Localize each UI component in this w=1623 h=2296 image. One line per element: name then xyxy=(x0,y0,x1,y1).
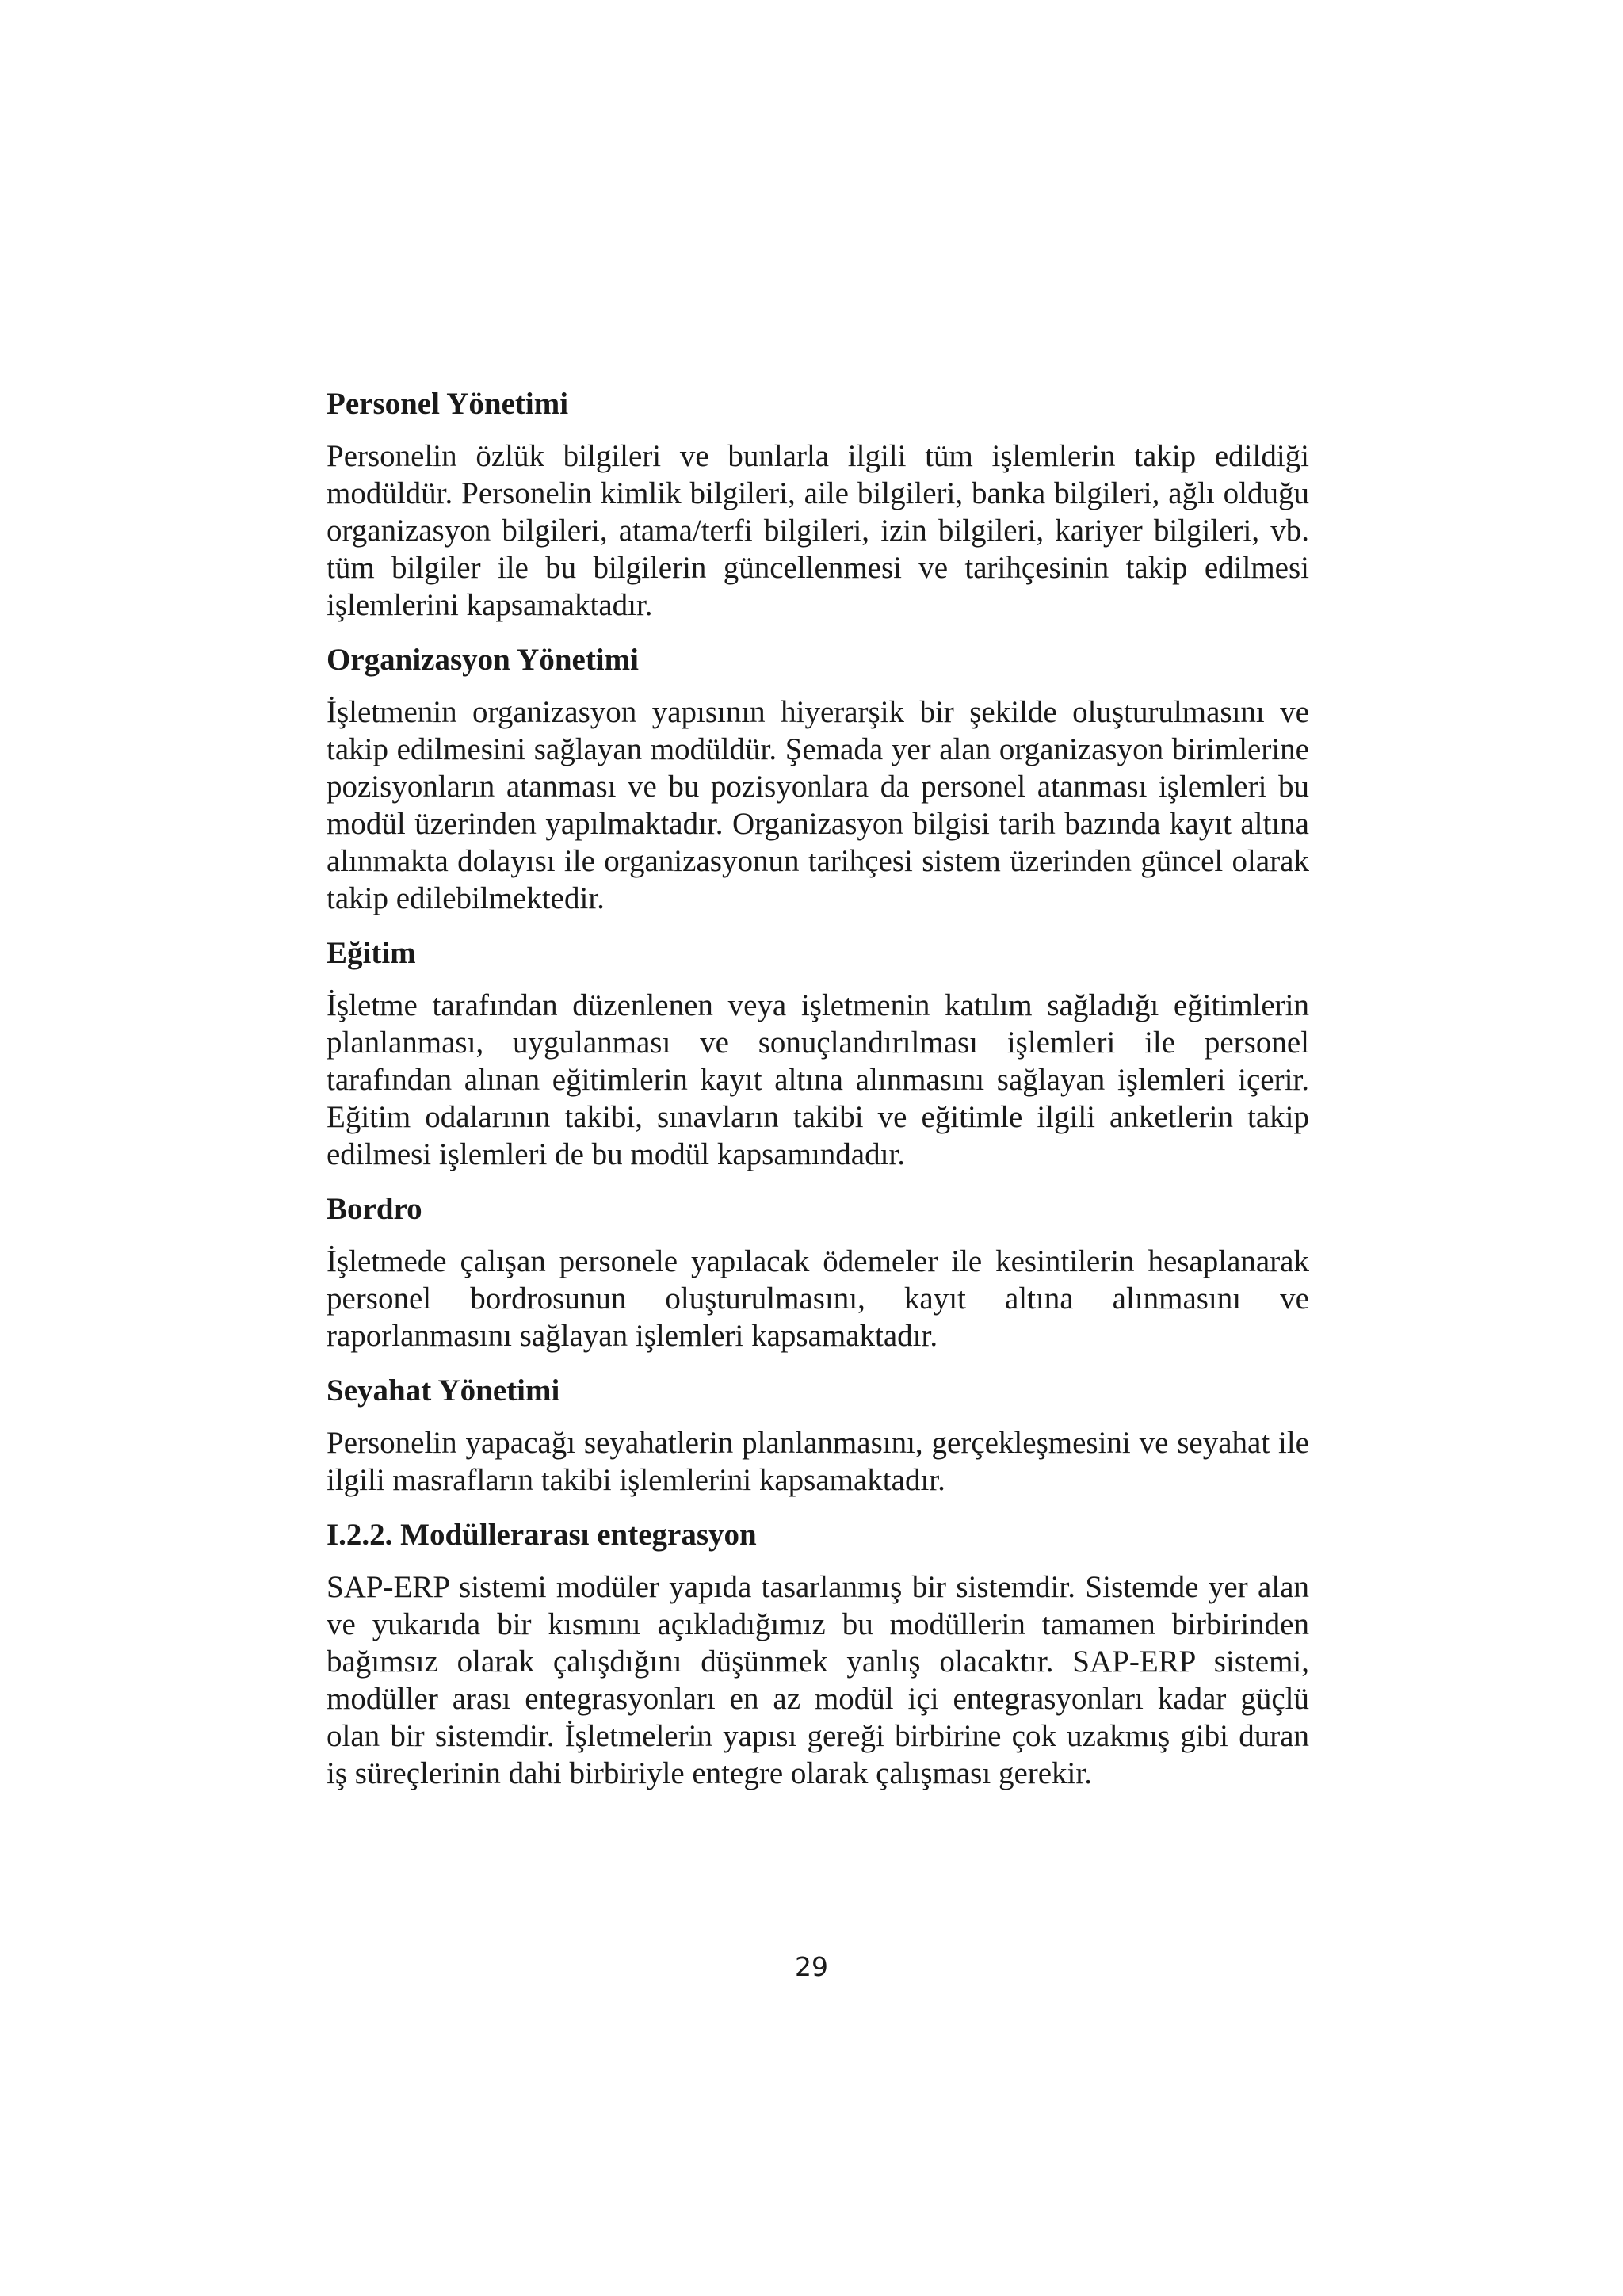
section-heading-personel-yonetimi: Personel Yönetimi xyxy=(327,387,569,421)
section-heading-egitim: Eğitim xyxy=(327,936,416,970)
section-body-egitim: İşletme tarafından düzenlenen veya işletmenin katılım sağladığı eğitimlerin planlanması, uygulanması ve sonuçlandırılması işlemleri ile personel tarafından alınan eğitimlerin kayıt altına alınmasını sağlayan işlemleri içerir. Eğitim odalarının takibi, sınavların takibi ve eğitimle ilgili anketlerin takip edilmesi işlemleri de bu modül kapsamındadır. xyxy=(327,988,1309,1171)
page-content xyxy=(327,385,1309,1809)
section-heading-moduller-arasi-entegrasyon: I.2.2. Modüllerarası entegrasyon xyxy=(327,1518,757,1552)
section-body-moduller-arasi-entegrasyon: SAP-ERP sistemi modüler yapıda tasarlanmış bir sistemdir. Sistemde yer alan ve yukarıda bir kısmını açıkladığımız bu modüllerin tamamen birbirinden bağımsız olarak çalışdığını düşünmek yanlış olacaktır. SAP-ERP sistemi, modüller arası entegrasyonları en az modül içi entegrasyonları kadar güçlü olan bir sistemdir. İşletmelerin yapısı gereği birbirine çok uzakmış gibi duran iş süreçlerinin dahi birbiriyle entegre olarak çalışması gerekir. xyxy=(327,1570,1309,1790)
section-heading-organizasyon-yonetimi: Organizasyon Yönetimi xyxy=(327,643,639,677)
section-heading-bordro: Bordro xyxy=(327,1192,422,1226)
section-body-organizasyon-yonetimi: İşletmenin organizasyon yapısının hiyerarşik bir şekilde oluşturulmasını ve takip edilmesini sağlayan modüldür. Şemada yer alan organizasyon birimlerine pozisyonların atanması ve bu pozisyonlara da personel atanması işlemleri bu modül üzerinden yapılmaktadır. Organizasyon bilgisi tarih bazında kayıt altına alınmakta dolayısı ile organizasyonun tarihçesi sistem üzerinden güncel olarak takip edilebilmektedir. xyxy=(327,695,1309,915)
section-body-seyahat-yonetimi: Personelin yapacağı seyahatlerin planlanmasını, gerçekleşmesini ve seyahat ile ilgili masrafların takibi işlemlerini kapsamaktadır. xyxy=(327,1426,1309,1497)
section-body-personel-yonetimi: Personelin özlük bilgileri ve bunlarla ilgili tüm işlemlerin takip edildiği modüldür. Personelin kimlik bilgileri, aile bilgileri, banka bilgileri, ağlı olduğu organizasyon bilgileri, atama/terfi bilgileri, izin bilgileri, kariyer bilgileri, vb. tüm bilgiler ile bu bilgilerin güncellenmesi ve tarihçesinin takip edilmesi işlemlerini kapsamaktadır. xyxy=(327,439,1309,622)
section-heading-seyahat-yonetimi: Seyahat Yönetimi xyxy=(327,1373,560,1408)
page-number: 29 xyxy=(795,1951,828,1982)
section-body-bordro: İşletmede çalışan personele yapılacak ödemeler ile kesintilerin hesaplanarak personel bordrosunun oluşturulmasını, kayıt altına alınmasını ve raporlanmasını sağlayan işlemleri kapsamaktadır. xyxy=(327,1244,1309,1353)
